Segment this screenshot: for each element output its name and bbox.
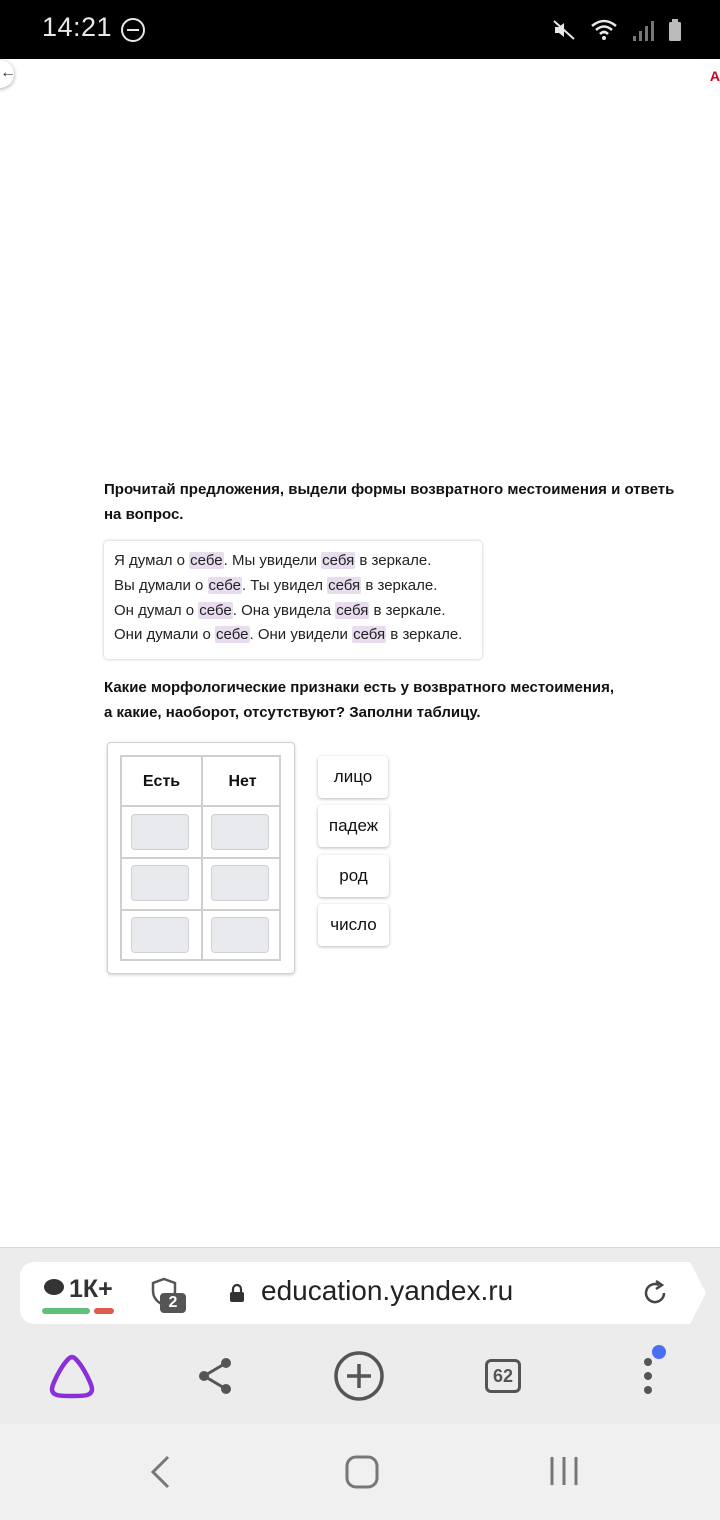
drop-slot-yes-2[interactable] [131,865,189,901]
comments-count: 1К+ [69,1275,113,1303]
highlighted-pronoun[interactable]: себе [208,577,241,594]
notification-dot [652,1345,666,1359]
highlighted-pronoun[interactable]: себе [199,602,232,619]
sentence-line [114,602,446,619]
sentence-text: в зеркале. [361,577,438,594]
option-chip[interactable]: род [318,855,389,897]
home-icon[interactable] [344,1454,380,1490]
tabs-button[interactable] [467,1340,539,1412]
corner-letter: А [709,68,720,84]
comments-button[interactable] [44,1275,113,1304]
column-header-no: Нет [228,773,257,790]
drop-slot-no-2[interactable] [211,865,269,901]
alice-icon [48,1353,96,1399]
highlighted-pronoun[interactable]: себя [328,577,361,594]
option-chip[interactable]: число [318,904,389,946]
mute-icon [552,18,576,42]
arrow-left-icon: ← [0,64,16,81]
reload-icon[interactable] [640,1278,670,1308]
highlighted-pronoun[interactable]: себя [353,626,386,643]
share-icon [196,1356,234,1396]
tabs-icon: 62 [485,1359,521,1393]
highlighted-pronoun[interactable]: себе [190,552,223,569]
sentence-text: в зеркале. [355,552,432,569]
sentence-text: Я думал о [114,552,190,569]
rating-bar-negative [94,1308,114,1314]
share-button[interactable] [179,1340,251,1412]
sentence-text: . Мы увидели [223,552,322,569]
drop-slot-no-3[interactable] [211,917,269,953]
answer-table [120,755,281,961]
answer-table-card [107,742,295,974]
sentence-text: . Она увидела [232,602,336,619]
sentences-box [104,541,482,659]
sentence-line [114,577,437,594]
signal-icon [632,18,654,42]
new-tab-icon [333,1350,385,1402]
system-navigation-bar [0,1424,720,1520]
recents-icon[interactable] [548,1454,580,1488]
new-tab-button[interactable] [323,1340,395,1412]
side-panel-toggle[interactable] [0,60,14,88]
sentence-line [114,552,431,569]
browser-nav-row [0,1340,720,1412]
status-icons [552,14,682,46]
question-line: а какие, наоборот, отсутствуют? Заполни таблицу. [104,704,481,721]
highlighted-pronoun[interactable]: себя [322,552,355,569]
question-line: Какие морфологические признаки есть у возвратного местоимения, [104,679,615,696]
more-menu-icon [642,1356,654,1396]
drop-slot-no-1[interactable] [211,814,269,850]
drop-slot-yes-3[interactable] [131,917,189,953]
alice-button[interactable] [36,1340,108,1412]
wifi-icon [590,18,618,42]
option-chip[interactable]: падеж [318,805,389,847]
highlighted-pronoun[interactable]: себя [336,602,369,619]
question-text [104,675,689,725]
sentence-text: Он думал о [114,602,199,619]
url-text[interactable]: education.yandex.ru [261,1275,514,1306]
status-bar [0,0,720,59]
sentence-text: в зеркале. [369,602,446,619]
more-menu-button[interactable] [612,1340,684,1412]
task-instruction: Прочитай предложения, выдели формы возвратного местоимения и ответь на вопрос. [104,481,675,523]
comment-icon [44,1279,64,1295]
sentence-text: . Они увидели [249,626,353,643]
back-icon[interactable] [148,1454,172,1490]
do-not-disturb-icon [121,18,145,42]
sentence-text: Они думали о [114,626,216,643]
column-header-yes: Есть [142,773,181,790]
battery-icon [668,18,682,42]
option-chip[interactable]: лицо [318,756,388,798]
rating-bar-positive [42,1308,90,1314]
drop-slot-yes-1[interactable] [131,814,189,850]
status-time: 14:21 [42,12,113,42]
sentence-text: в зеркале. [386,626,463,643]
highlighted-pronoun[interactable]: себе [216,626,249,643]
sentence-line [114,626,462,643]
sentence-text: . Ты увидел [241,577,328,594]
lock-icon [229,1283,245,1303]
shield-count-badge: 2 [160,1293,186,1313]
sentence-text: Вы думали о [114,577,208,594]
